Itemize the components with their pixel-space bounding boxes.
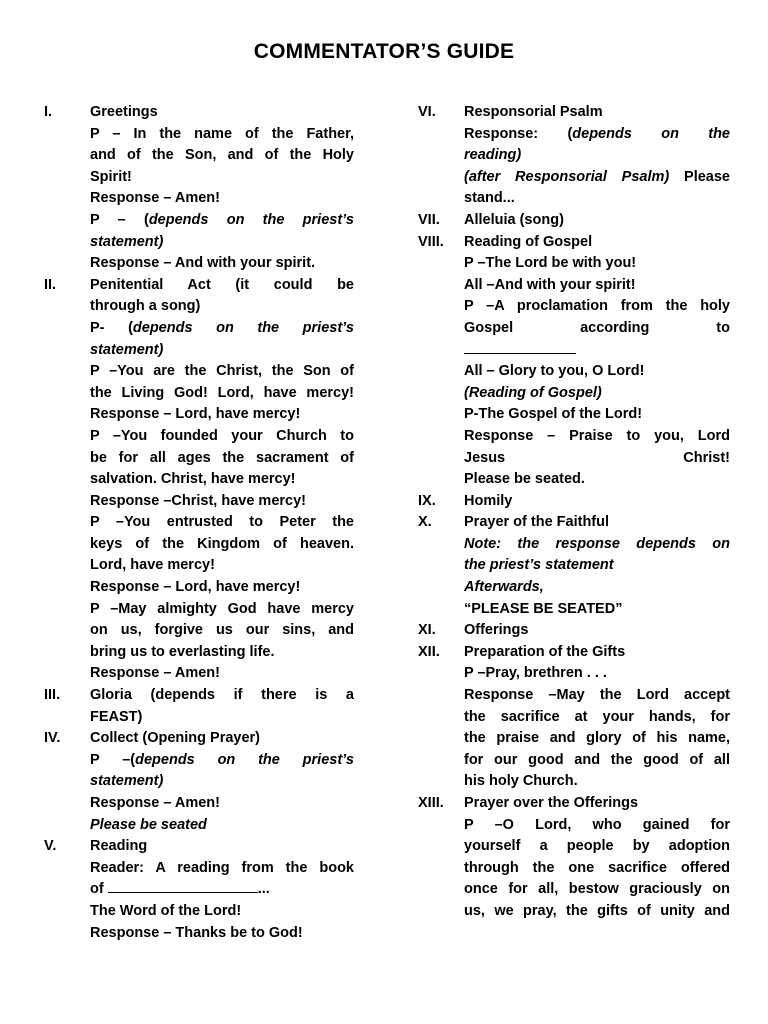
text-line [464,534,730,556]
section-number: VII. [418,211,440,228]
section-body [464,210,730,232]
section-body [90,102,354,275]
text-line: Prayer of the Faithful [464,514,610,531]
text-line: Spirit! [90,168,132,185]
section [418,620,730,642]
section [418,793,730,923]
section-body [90,728,354,836]
section [418,491,730,513]
text-line: the sacrifice at your hands, for [464,708,730,725]
text-span: P- ( [90,319,133,336]
italic-text: Afterwards, [464,579,544,596]
text-line: FEAST) [90,708,143,725]
section-number: I. [44,104,53,120]
section-number: V. [44,838,57,855]
text-line: on us, forgive us our sins, and [90,622,354,639]
text-line: the Living God! Lord, have mercy! [90,384,354,401]
text-line: Response – Thanks be to God! [90,924,303,941]
italic-text: (after Responsorial Psalm) [464,168,670,185]
text-line [464,383,730,405]
text-line [90,771,354,793]
text-line: bring us to everlasting life. [90,643,275,660]
section-body [464,102,730,210]
text-line: Preparation of the Gifts [464,643,626,660]
text-line [90,210,354,232]
section-number: XII. [418,643,440,660]
section-number: X. [418,514,432,531]
page-title: COMMENTATOR’S GUIDE [253,40,515,63]
section [44,102,354,275]
text-span: P – ( [90,211,149,228]
text-line: through a song) [90,298,201,315]
section-number: IV. [44,730,61,747]
text-span: of [90,881,108,898]
text-line [464,124,730,146]
text-line [464,555,730,577]
section-number: IX. [418,492,436,509]
right-column [418,102,730,923]
section [418,232,730,491]
text-line: Response – Amen! [90,795,220,811]
text-line: P –You entrusted to Peter the [90,514,354,531]
text-line: for our good and the good of all [464,751,730,768]
text-line: P –O Lord, who gained for [464,816,730,833]
text-line: Gloria (depends if there is a [90,687,354,704]
text-span: Response: ( [464,125,573,142]
text-line: P –You founded your Church to [90,427,354,444]
text-line: the praise and glory of his name, [464,730,730,747]
section-number: VI. [418,104,436,120]
text-line: P –The Lord be with you! [464,255,637,272]
text-line: P-The Gospel of the Lord! [464,406,643,423]
section-body [90,836,354,944]
text-line [464,577,730,599]
text-line: P – In the name of the Father, [90,125,354,142]
text-line [90,318,354,340]
text-line: through the one sacrifice offered [464,859,730,876]
italic-text: depends on the priest’s [148,211,355,228]
italic-text: statement) [90,341,164,358]
text-line: Lord, have mercy! [90,557,215,574]
text-span: ... [257,881,270,898]
text-line: Homily [464,492,513,509]
text-line: Response – Praise to you, Lord [464,427,730,444]
text-line [464,145,730,167]
section [418,102,730,210]
text-line [90,340,354,362]
fill-in-blank [108,891,258,893]
text-line: Response –May the Lord accept [464,687,730,704]
text-line: All –And with your spirit! [464,276,636,293]
section [44,728,354,836]
text-line [464,167,730,189]
italic-text: (Reading of Gospel) [464,384,602,401]
section [44,685,354,728]
text-line: Reader: A reading from the book [90,859,354,876]
section-body [464,491,730,513]
italic-text: reading) [464,147,522,164]
text-line: Jesus Christ! [464,449,730,466]
text-line: Response – Amen! [90,190,220,207]
section-body [90,275,354,685]
text-line [464,340,730,362]
section [44,836,354,944]
text-line: P –A proclamation from the holy [464,298,730,315]
text-line: yourself a people by adoption [464,838,730,855]
text-line: Reading [90,838,148,855]
section-body [464,512,730,620]
text-line: Response – Lord, have mercy! [90,406,301,423]
text-line: stand... [464,190,515,207]
text-line: P –Pray, brethren . . . [464,665,607,682]
section [418,210,730,232]
text-line: and of the Son, and of the Holy [90,147,354,164]
section-number: XI. [418,622,436,639]
italic-text: depends on the priest’s [132,319,354,336]
text-line: Penitential Act (it could be [90,276,354,293]
text-line [90,750,354,772]
italic-text: Note: the response depends on [464,535,730,552]
text-line: his holy Church. [464,773,578,790]
section-number: II. [44,276,57,293]
italic-text: the priest’s statement [464,557,614,574]
text-line: All – Glory to you, O Lord! [464,363,645,380]
text-line: Response – Lord, have mercy! [90,579,301,596]
text-line [90,815,354,837]
section-body [464,232,730,491]
text-line [90,232,354,254]
italic-text: statement) [90,233,164,250]
section-number: III. [44,687,61,704]
text-line: Gospel according to [464,319,730,336]
text-line: Response –Christ, have mercy! [90,492,306,509]
italic-text: Please be seated [90,816,207,833]
text-line: “PLEASE BE SEATED” [464,600,623,617]
text-line: Response – Amen! [90,665,220,682]
text-line: Reading of Gospel [464,233,593,250]
section-number: VIII. [418,233,444,250]
italic-text: statement) [90,773,164,790]
section [418,512,730,620]
section-body [464,620,730,642]
text-span: P –( [90,751,136,768]
text-line: once for all, bestow graciously on [464,881,730,898]
text-line: Response – And with your spirit. [90,255,316,272]
text-line: Greetings [90,104,158,120]
text-span: Please [669,168,730,185]
italic-text: depends on the [572,125,730,142]
text-line: P –May almighty God have mercy [90,600,354,617]
text-line: be for all ages the sacrament of [90,449,354,466]
section-body [90,685,354,728]
italic-text: depends on the priest’s [135,751,354,768]
section-body [464,793,730,923]
text-line: keys of the Kingdom of heaven. [90,535,354,552]
text-line: Offerings [464,622,529,639]
section [418,642,730,793]
text-line: Prayer over the Offerings [464,795,639,811]
fill-in-blank [464,352,576,354]
text-line: us, we pray, the gifts of unity and [464,902,730,919]
section [44,275,354,685]
section-body [464,642,730,793]
text-line: Responsorial Psalm [464,104,603,120]
left-column [44,102,354,944]
text-line: salvation. Christ, have mercy! [90,471,296,488]
text-line [90,879,354,901]
text-line: The Word of the Lord! [90,902,242,919]
text-line: Please be seated. [464,471,585,488]
text-line: Collect (Opening Prayer) [90,730,261,747]
text-line: Alleluia (song) [464,211,564,228]
text-line: P –You are the Christ, the Son of [90,363,354,380]
section-number: XIII. [418,795,444,811]
